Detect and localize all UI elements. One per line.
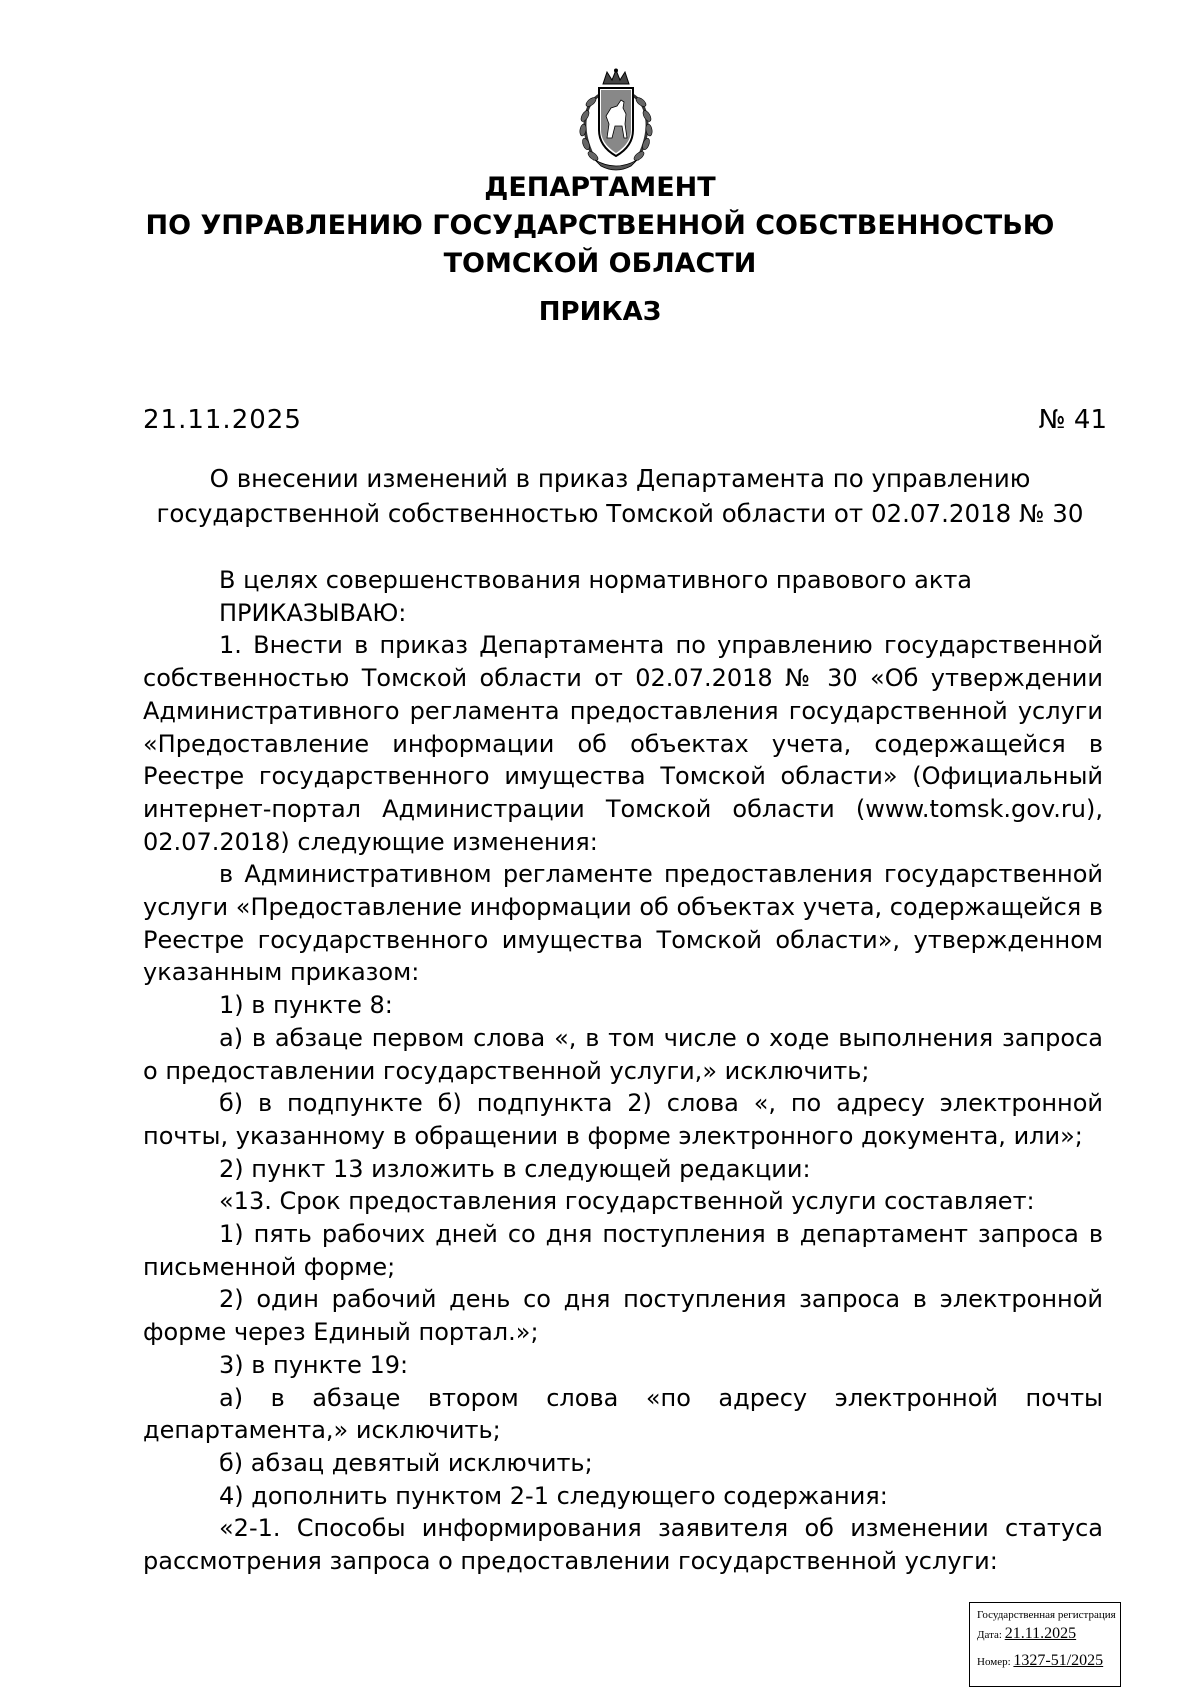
- registration-number-value: 1327-51/2025: [1013, 1652, 1104, 1669]
- registration-date: [977, 1625, 1076, 1643]
- body-paragraph: в Административном регламенте предоставления государственной услуги «Предоставление информации об объектах учета, содержащейся в Реестре государственного имущества Томской области», утвержденном указанным приказом:: [143, 860, 1103, 987]
- body-paragraph: а) в абзаце первом слова «, в том числе о ходе выполнения запроса о предоставлении государственной услуги,» исключить;: [143, 1023, 1103, 1085]
- body-paragraph: В целях совершенствования нормативного правового акта: [219, 566, 972, 594]
- registration-date-label: Дата:: [977, 1629, 1002, 1641]
- organization-name-line-3: ТОМСКОЙ ОБЛАСТИ: [443, 248, 757, 279]
- body-paragraph: 3) в пункте 19:: [219, 1350, 409, 1379]
- body-paragraph: «2-1. Способы информирования заявителя об изменении статуса рассмотрения запроса о предоставлении государственной услуги:: [143, 1514, 1103, 1576]
- body-paragraph: а) в абзаце втором слова «по адресу электронной почты департамента,» исключить;: [143, 1383, 1103, 1445]
- order-subject: О внесении изменений в приказ Департамента по управлению государственной собственностью Томской области от 02.07.2018 № 30: [156, 464, 1084, 528]
- registration-date-value: 21.11.2025: [1004, 1625, 1077, 1642]
- organization-name-line-1: ДЕПАРТАМЕНТ: [484, 172, 716, 203]
- body-paragraph: ПРИКАЗЫВАЮ:: [219, 598, 407, 627]
- body-paragraph: б) в подпункте б) подпункта 2) слова «, по адресу электронной почты, указанному в обращении в форме электронного документа, или»;: [143, 1089, 1103, 1150]
- registration-stamp: [969, 1602, 1121, 1687]
- organization-name-line-2: ПО УПРАВЛЕНИЮ ГОСУДАРСТВЕННОЙ СОБСТВЕННОСТЬЮ: [145, 210, 1055, 241]
- body-paragraph: 1) в пункте 8:: [219, 991, 393, 1020]
- body-paragraph: б) абзац девятый исключить;: [219, 1448, 593, 1477]
- coat-of-arms-icon: [571, 68, 661, 172]
- registration-number-label: Номер:: [977, 1656, 1011, 1668]
- document-type-title: ПРИКАЗ: [538, 297, 662, 327]
- registration-title: Государственная регистрация: [977, 1609, 1116, 1621]
- body-paragraph: 2) один рабочий день со дня поступления запроса в электронной форме через Единый портал.»;: [143, 1285, 1103, 1347]
- body-paragraph: 2) пункт 13 изложить в следующей редакции:: [219, 1154, 811, 1183]
- order-date: 21.11.2025: [143, 405, 302, 435]
- order-number: № 41: [1038, 405, 1107, 435]
- body-paragraph: «13. Срок предоставления государственной услуги составляет:: [219, 1187, 1035, 1216]
- body-paragraph: 4) дополнить пунктом 2-1 следующего содержания:: [219, 1481, 888, 1510]
- registration-number: [977, 1652, 1103, 1670]
- body-paragraph: 1) пять рабочих дней со дня поступления в департамент запроса в письменной форме;: [143, 1220, 1103, 1281]
- body-paragraph: 1. Внести в приказ Департамента по управлению государственной собственностью Томской области от 02.07.2018 № 30 «Об утверждении Административного регламента предоставления государственной услуги «Предоставление информации об объектах учета, содержащейся в Реестре государственного имущества Томской области» (Официальный интернет-портал Администрации Томской области (www.tomsk.gov.ru), 02.07.2018) следующие изменения:: [143, 631, 1103, 856]
- document-body: [143, 564, 1103, 1578]
